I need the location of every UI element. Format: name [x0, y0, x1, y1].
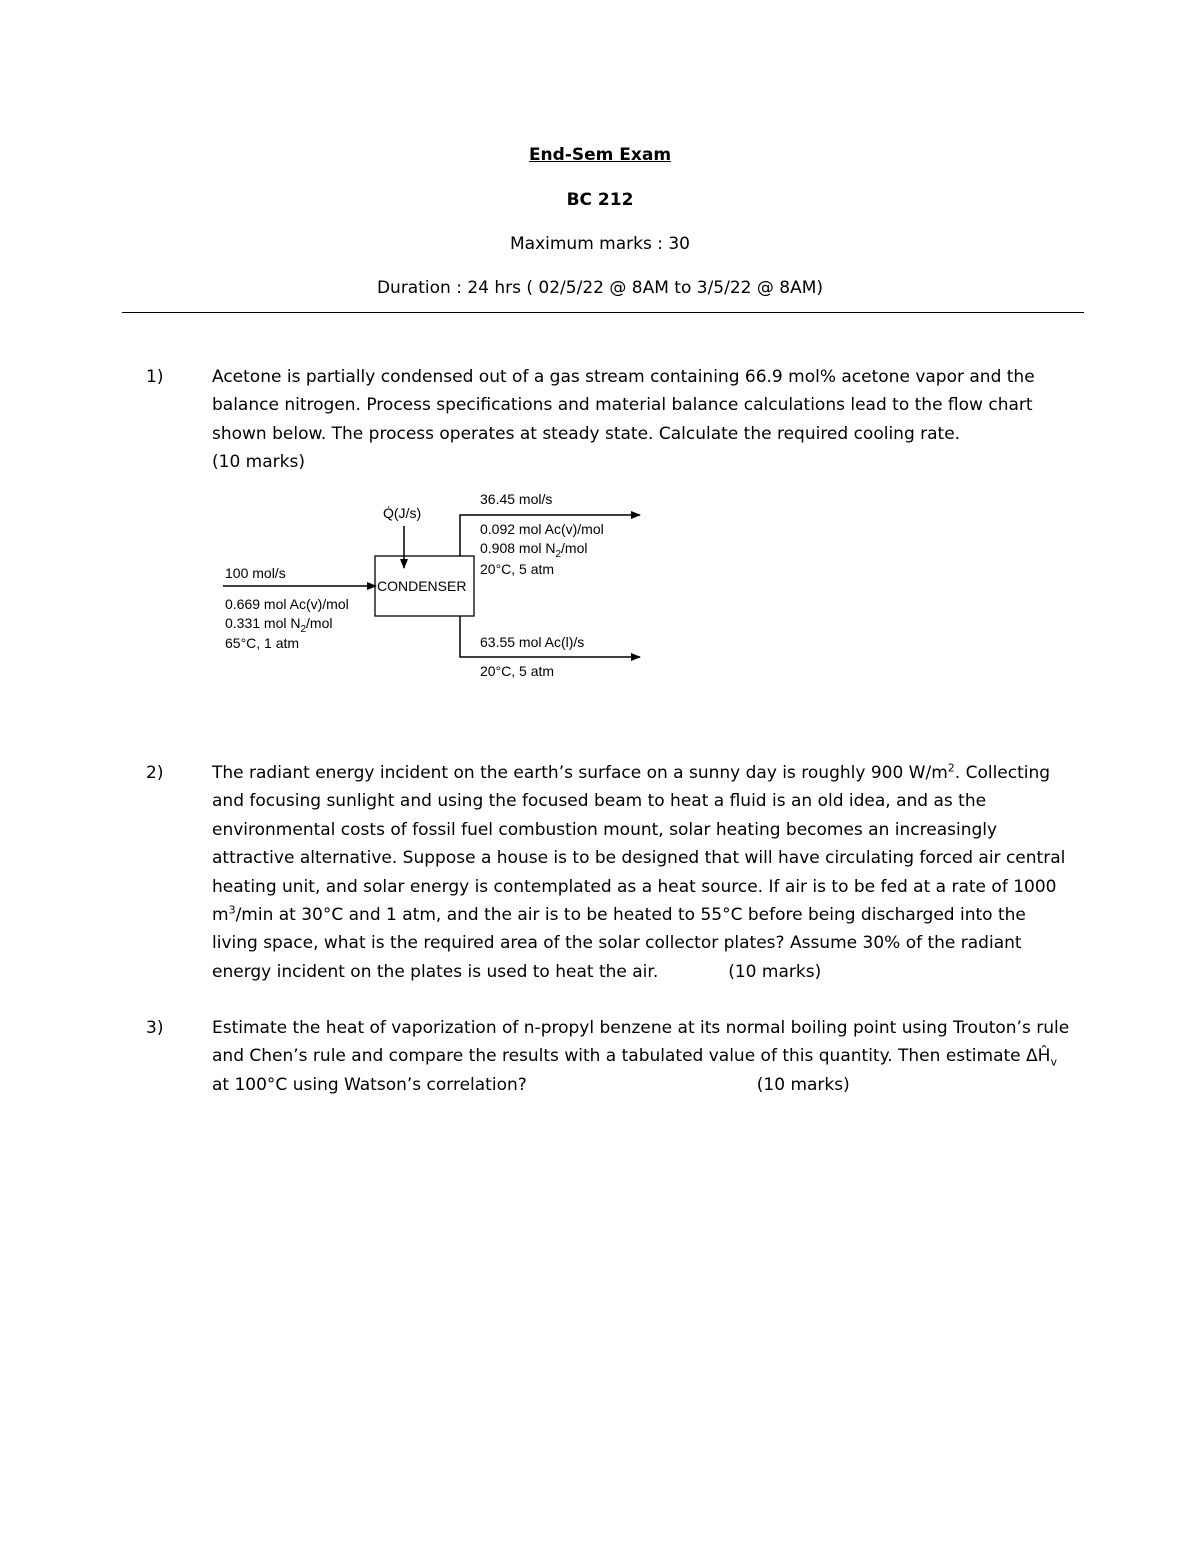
superscript: 3 — [228, 903, 236, 917]
liquid-rate: 63.55 mol Ac(l)/s — [480, 634, 585, 650]
subscript: v — [1050, 1055, 1057, 1069]
question-1 — [146, 363, 1076, 477]
feed-acetone: 0.669 mol Ac(v)/mol — [225, 596, 349, 612]
superscript: 2 — [947, 761, 955, 775]
condenser-label: CONDENSER — [377, 578, 467, 594]
question-number: 1) — [146, 367, 164, 387]
exam-title: End-Sem Exam — [528, 145, 672, 165]
vapor-rate: 36.45 mol/s — [480, 491, 553, 507]
question-text: Acetone is partially condensed out of a gas stream containing 66.9 mol% acetone vapor and the balance nitrogen. Process specifications and material balance calculations lead to the flow chart shown below. The process operates at steady state. Calculate the required cooling rate. — [212, 367, 1035, 444]
question-marks: (10 marks) — [212, 452, 305, 473]
question-number: 3) — [146, 1018, 164, 1038]
question-3 — [146, 1014, 1076, 1099]
condenser-flowchart — [215, 482, 655, 687]
maximum-marks: Maximum marks : 30 — [509, 234, 690, 254]
header-divider — [122, 312, 1084, 313]
question-text-part-a: The radiant energy incident on the earth’s surface on a sunny day is roughly 900 W/m — [212, 763, 948, 783]
feed-conditions: 65°C, 1 atm — [225, 635, 300, 651]
question-marks: (10 marks) — [756, 1074, 850, 1095]
question-2 — [146, 759, 1076, 986]
heat-rate-label: Q̇(J/s) — [383, 505, 422, 521]
vapor-nitrogen: 0.908 mol $N_2$/mol — [480, 540, 588, 560]
liquid-conditions: 20°C, 5 atm — [480, 663, 555, 679]
question-marks: (10 marks) — [728, 961, 822, 982]
question-number: 2) — [146, 763, 164, 783]
vapor-acetone: 0.092 mol Ac(v)/mol — [480, 521, 604, 537]
question-text-part-b: at 100°C using Watson’s correlation? — [212, 1074, 527, 1095]
question-text-part-b: . Collecting and focusing sunlight and using the focused beam to heat a fluid is an old idea, and as the environmental costs of fossil fuel combustion mount, solar heating becomes an increasingly attractive alternative. Suppose a house is to be designed that will have circulating forced air central heating unit, and solar energy is contemplated as a heat source. If air is to be fed at a rate of 1000 m — [212, 763, 1066, 926]
vapor-conditions: 20°C, 5 atm — [480, 561, 555, 577]
course-code: BC 212 — [566, 190, 634, 210]
question-text-part-a: Estimate the heat of vaporization of n-propyl benzene at its normal boiling point using Trouton’s rule and Chen’s rule and compare the results with a tabulated value of this quantity. Then estimate ΔĤ — [212, 1018, 1070, 1067]
feed-rate: 100 mol/s — [225, 565, 286, 581]
exam-duration: Duration : 24 hrs ( 02/5/22 @ 8AM to 3/5/22 @ 8AM) — [376, 278, 824, 298]
feed-nitrogen: 0.331 mol $N_2$/mol — [225, 615, 333, 635]
question-text-part-c: /min at 30°C and 1 atm, and the air is to be heated to 55°C before being discharged into the living space, what is the required area of the solar collector plates? Assume 30% of the radiant energy incident on the plates is used to heat the air. — [212, 905, 1026, 982]
